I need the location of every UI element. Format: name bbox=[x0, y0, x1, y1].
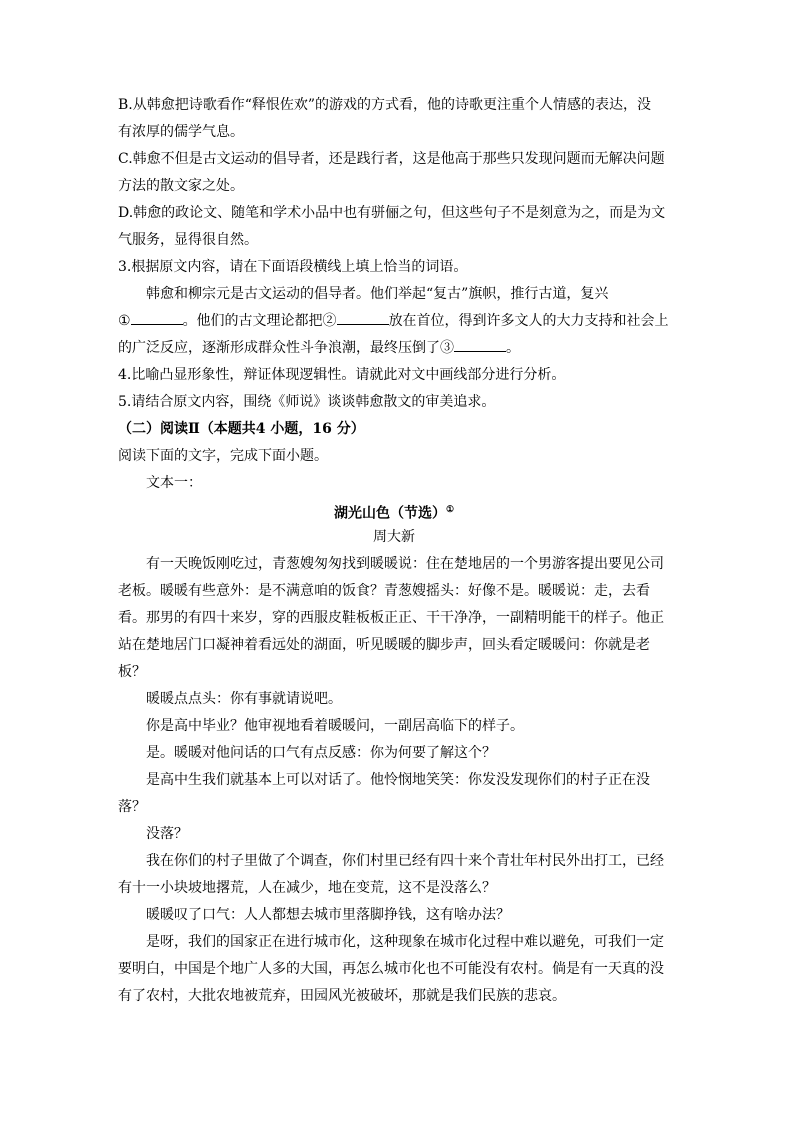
passage-title bbox=[118, 497, 670, 524]
question-3-passage-line-1: 韩愈和柳宗元是古文运动的倡导者。他们举起“复古”旗帜，推行古道，复兴 bbox=[146, 286, 609, 302]
question-3-text-segment: 的广泛反应，逐渐形成群众性斗争浪潮，最终压倒了③ bbox=[118, 340, 454, 356]
passage-author: 周大新 bbox=[373, 529, 415, 545]
document-page bbox=[118, 92, 670, 1010]
paragraph-1-line-4: 站在楚地居门口凝神着看远处的湖面，听见暖暖的脚步声，回头看定暖暖问：你就是老 bbox=[118, 637, 650, 653]
question-3-text-segment: 放在首位，得到许多文人的大力支持和社会上 bbox=[388, 313, 669, 329]
paragraph-1-line-5: 板？ bbox=[118, 664, 146, 680]
paragraph-5-line-2: 落？ bbox=[118, 799, 146, 815]
option-c-line-1: C.韩愈不但是古文运动的倡导者，还是践行者，这是他高于那些只发现问题而无解决问题 bbox=[118, 151, 665, 167]
paragraph-6: 没落？ bbox=[146, 826, 188, 842]
option-b-line-1: B.从韩愈把诗歌看作“释恨佐欢”的游戏的方式看，他的诗歌更注重个人情感的表达，没 bbox=[118, 97, 652, 113]
paragraph-7-line-2: 有十一小块坡地撂荒，人在减少，地在变荒，这不是没落么？ bbox=[118, 880, 496, 896]
fill-blank-2 bbox=[337, 310, 389, 325]
fill-blank-1 bbox=[131, 310, 183, 325]
question-3-prompt: 3.根据原文内容，请在下面语段横线上填上恰当的词语。 bbox=[118, 259, 468, 275]
paragraph-8: 暖暖叹了口气：人人都想去城市里落脚挣钱，这有啥办法？ bbox=[146, 907, 510, 923]
blank-1-marker: ① bbox=[118, 313, 131, 329]
paragraph-1-line-1: 有一天晚饭刚吃过，青葱嫂匆匆找到暖暖说：住在楚地居的一个男游客提出要见公司 bbox=[146, 556, 664, 572]
option-d-line-2: 气服务，显得很自然。 bbox=[118, 232, 258, 248]
passage-title-text: 湖光山色（节选） bbox=[333, 505, 446, 522]
question-4: 4.比喻凸显形象性，辩证体现逻辑性。请就此对文中画线部分进行分析。 bbox=[118, 367, 566, 383]
fill-blank-3 bbox=[454, 337, 506, 352]
title-footnote-marker: ① bbox=[445, 505, 455, 515]
option-d-line-1: D.韩愈的政论文、随笔和学术小品中也有骈俪之句，但这些句子不是刻意为之，而是为文 bbox=[118, 205, 666, 221]
paragraph-2: 暖暖点点头：你有事就请说吧。 bbox=[146, 691, 342, 707]
section-2-instruction: 阅读下面的文字，完成下面小题。 bbox=[118, 448, 328, 464]
paragraph-5-line-1: 是高中生我们就基本上可以对话了。他怜悯地笑笑：你发没发现你们的村子正在没 bbox=[146, 772, 650, 788]
text-one-label: 文本一： bbox=[146, 475, 202, 491]
option-c-line-2: 方法的散文家之处。 bbox=[118, 178, 244, 194]
question-5: 5.请结合原文内容，围绕《师说》谈谈韩愈散文的审美追求。 bbox=[118, 394, 496, 410]
question-3-text-segment: 。他们的古文理论都把② bbox=[182, 313, 337, 329]
question-3-passage-line-2 bbox=[118, 308, 670, 335]
paragraph-9-line-2: 要明白，中国是个地广人多的大国，再怎么城市化也不可能没有农村。倘是有一天真的没 bbox=[118, 961, 664, 977]
paragraph-9-line-3: 有了农村，大批农地被荒弃，田园风光被破坏，那就是我们民族的悲哀。 bbox=[118, 988, 566, 1004]
paragraph-4: 是。暖暖对他问话的口气有点反感：你为何要了解这个？ bbox=[146, 745, 496, 761]
paragraph-3: 你是高中毕业？他审视地看着暖暖问，一副居高临下的样子。 bbox=[146, 718, 524, 734]
paragraph-9-line-1: 是呀，我们的国家正在进行城市化，这种现象在城市化过程中难以避免，可我们一定 bbox=[146, 934, 664, 950]
paragraph-1-line-3: 看。那男的有四十来岁，穿的西服皮鞋板板正正、干干净净，一副精明能干的样子。他正 bbox=[118, 610, 664, 626]
question-3-text-segment: 。 bbox=[506, 340, 520, 356]
question-3-passage-line-3 bbox=[118, 335, 670, 362]
paragraph-1-line-2: 老板。暖暖有些意外：是不满意咱的饭食？青葱嫂摇头：好像不是。暖暖说：走，去看 bbox=[118, 583, 650, 599]
option-b-line-2: 有浓厚的儒学气息。 bbox=[118, 124, 244, 140]
paragraph-7-line-1: 我在你们的村子里做了个调查，你们村里已经有四十来个青壮年村民外出打工，已经 bbox=[146, 853, 664, 869]
section-2-heading: （二）阅读Ⅱ（本题共4 小题，16 分） bbox=[118, 421, 365, 437]
